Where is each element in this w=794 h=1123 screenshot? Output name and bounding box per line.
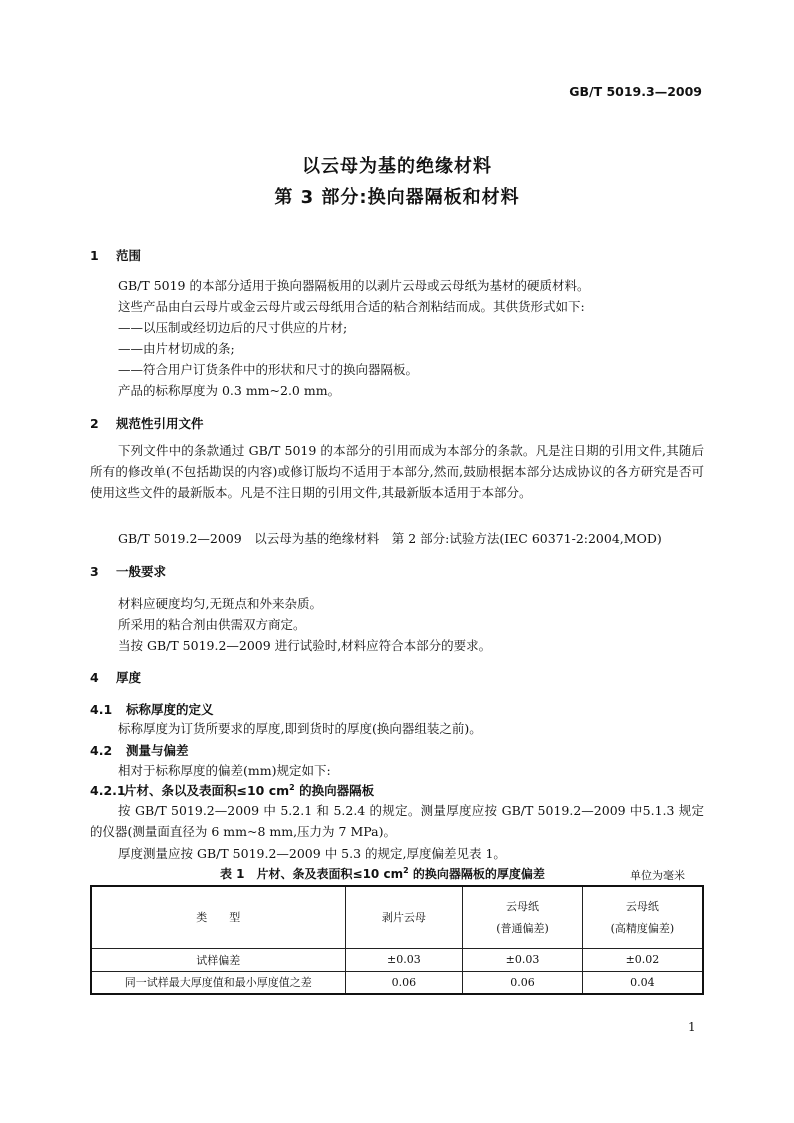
section-number: 4.2 — [90, 743, 113, 758]
section-1-heading — [90, 246, 141, 264]
paragraph: 材料应硬度均匀,无斑点和外来杂质。 — [118, 596, 322, 611]
row-label: 同一试样最大厚度值和最小厚度值之差 — [91, 971, 345, 994]
section-title: 标称厚度的定义 — [126, 702, 214, 717]
list-item: ——以压制或经切边后的尺寸供应的片材; — [118, 320, 348, 335]
document-subtitle: 第 3 部分:换向器隔板和材料 — [274, 187, 520, 208]
thickness-tolerance-table — [90, 885, 704, 995]
section-title: 测量与偏差 — [126, 743, 189, 758]
section-title: 范围 — [116, 248, 142, 263]
paragraph: 标称厚度为订货所要求的厚度,即到货时的厚度(换向器组装之前)。 — [118, 721, 482, 736]
table-unit-note: 单位为毫米 — [630, 869, 685, 882]
paragraph: 相对于标称厚度的偏差(mm)规定如下: — [118, 763, 331, 778]
page-number: 1 — [688, 1020, 696, 1034]
table-row — [91, 971, 703, 994]
header-type: 类 型 — [91, 886, 345, 948]
section-number: 1 — [90, 248, 99, 263]
document-title: 以云母为基的绝缘材料 — [302, 156, 492, 177]
section-number: 4.1 — [90, 702, 113, 717]
table-row — [91, 948, 703, 971]
list-item: ——符合用户订货条件中的形状和尺寸的换向器隔板。 — [118, 362, 419, 377]
header-mica-paper-normal: 云母纸 (普通偏差) — [463, 886, 583, 948]
section-number: 3 — [90, 564, 99, 579]
section-title: 规范性引用文件 — [116, 416, 204, 431]
cell-value: 0.06 — [463, 971, 583, 994]
section-number: 4.2.1 — [90, 783, 126, 798]
paragraph: 下列文件中的条款通过 GB/T 5019 的本部分的引用而成为本部分的条款。凡是注日期的引用文件,其随后所有的修改单(不包括勘误的内容)或修订版均不适用于本部分,然而,鼓励根据本部分达成协议的各方研究是否可使用这些文件的最新版本。凡是不注日期的引用文件,其最新版本适用于本部分。 — [90, 443, 704, 500]
header-split-mica: 剥片云母 — [345, 886, 463, 948]
cell-value: 0.06 — [345, 971, 463, 994]
section-title: 一般要求 — [116, 564, 167, 579]
paragraph: 这些产品由白云母片或金云母片或云母纸用合适的粘合剂粘结而成。其供货形式如下: — [118, 299, 585, 314]
cell-value: ±0.03 — [463, 948, 583, 971]
cell-value: ±0.03 — [345, 948, 463, 971]
subsection-4-2-1-heading — [90, 781, 374, 799]
table-caption: 表 1 片材、条及表面积≤10 $cm^2$ 的换向器隔板的厚度偏差 — [220, 866, 545, 881]
cell-value: ±0.02 — [582, 948, 703, 971]
section-title: 厚度 — [116, 670, 142, 685]
subsection-4-2-heading — [90, 741, 189, 759]
paragraph: 当按 GB/T 5019.2—2009 进行试验时,材料应符合本部分的要求。 — [118, 638, 492, 653]
section-number: 4 — [90, 670, 99, 685]
standard-code: GB/T 5019.3—2009 — [569, 84, 702, 99]
section-3-heading — [90, 562, 166, 580]
section-title: 片材、条以及表面积≤10 $cm^2$ 的换向器隔板 — [124, 782, 375, 798]
paragraph: GB/T 5019 的本部分适用于换向器隔板用的以剥片云母或云母纸为基材的硬质材料。 — [118, 278, 590, 293]
paragraph: 所采用的粘合剂由供需双方商定。 — [118, 617, 306, 632]
section-number: 2 — [90, 416, 99, 431]
paragraph: 厚度测量应按 GB/T 5019.2—2009 中 5.3 的规定,厚度偏差见表 1。 — [118, 846, 506, 861]
row-label: 试样偏差 — [91, 948, 345, 971]
table-header-row — [91, 886, 703, 948]
list-item: ——由片材切成的条; — [118, 341, 235, 356]
paragraph: 产品的标称厚度为 0.3 mm~2.0 mm。 — [118, 383, 341, 398]
section-2-heading — [90, 414, 204, 432]
normative-reference: GB/T 5019.2—2009 以云母为基的绝缘材料 第 2 部分:试验方法(IEC 60371-2:2004,MOD) — [118, 531, 662, 546]
section-4-heading — [90, 668, 141, 686]
header-mica-paper-precision: 云母纸 (高精度偏差) — [582, 886, 703, 948]
subsection-4-1-heading — [90, 700, 214, 718]
paragraph: 按 GB/T 5019.2—2009 中 5.2.1 和 5.2.4 的规定。测量厚度应按 GB/T 5019.2—2009 中5.1.3 规定的仪器(测量面直径为 6 mm~8 mm,压力为 7 MPa)。 — [90, 803, 704, 839]
cell-value: 0.04 — [582, 971, 703, 994]
